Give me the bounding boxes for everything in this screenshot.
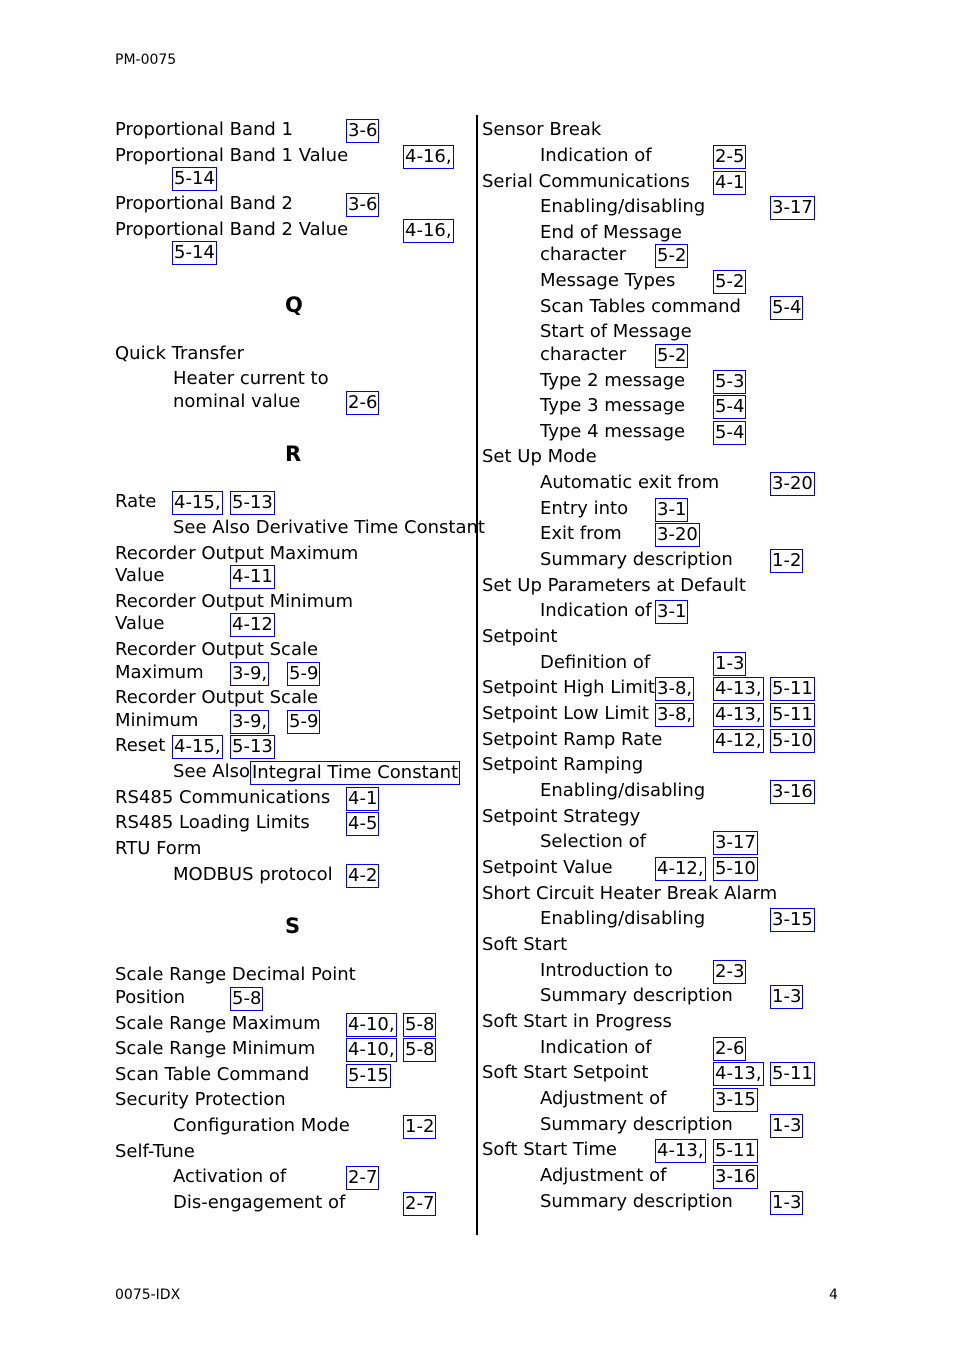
index-subentry: Indication of	[540, 1037, 652, 1058]
index-entry: Proportional Band 1	[115, 119, 294, 140]
index-subentry: Introduction to	[540, 960, 673, 981]
index-subentry: Enabling/disabling	[540, 196, 706, 217]
page-ref-link[interactable]: 4-11	[232, 566, 273, 587]
page-ref-link[interactable]: 4-16,	[405, 146, 452, 167]
index-entry: Position	[115, 987, 186, 1008]
index-entry: Recorder Output Scale	[115, 639, 319, 660]
index-entry: Proportional Band 1 Value	[115, 145, 349, 166]
page-ref-link[interactable]: 3-6	[348, 194, 378, 215]
page-ref-link[interactable]: 1-2	[405, 1116, 435, 1137]
page-ref-link[interactable]: 4-12,	[715, 730, 762, 751]
index-entry: Soft Start	[482, 934, 568, 955]
page-ref-link[interactable]: 5-8	[232, 988, 262, 1009]
page-ref-link[interactable]: 5-2	[657, 345, 687, 366]
page-ref-link[interactable]: 2-6	[348, 392, 378, 413]
index-subentry: Activation of	[173, 1166, 287, 1187]
index-entry: Set Up Mode	[482, 446, 597, 467]
page-header: PM-0075	[115, 52, 177, 68]
index-subentry: Enabling/disabling	[540, 780, 706, 801]
index-entry: Proportional Band 2	[115, 193, 294, 214]
index-subentry: Type 2 message	[540, 370, 686, 391]
page-footer-doc-id: 0075-IDX	[115, 1287, 181, 1303]
index-entry: Self-Tune	[115, 1141, 195, 1162]
page-ref-link[interactable]: 4-5	[348, 813, 378, 834]
page-ref-link[interactable]: 4-13,	[715, 704, 762, 725]
page-ref-link[interactable]: 5-11	[772, 704, 813, 725]
index-entry: Recorder Output Scale	[115, 687, 319, 708]
index-subentry: Start of Message	[540, 321, 692, 342]
page-ref-link[interactable]: 5-14	[174, 168, 215, 189]
page-ref-link[interactable]: 1-3	[772, 986, 802, 1007]
column-divider	[476, 115, 478, 1235]
index-entry: Setpoint High Limit	[482, 677, 655, 698]
page-ref-link[interactable]: 5-4	[715, 396, 745, 417]
index-entry: Minimum	[115, 710, 199, 731]
index-subentry: Enabling/disabling	[540, 908, 706, 929]
page-ref-link[interactable]: 1-3	[772, 1192, 802, 1213]
index-entry: Short Circuit Heater Break Alarm	[482, 883, 778, 904]
index-subentry: Selection of	[540, 831, 647, 852]
index-entry: Setpoint Ramp Rate	[482, 729, 663, 750]
index-subentry: Summary description	[540, 985, 733, 1006]
page-ref-link[interactable]: 5-10	[772, 730, 813, 751]
index-entry: Setpoint Value	[482, 857, 613, 878]
page-ref-link[interactable]: 3-17	[715, 832, 756, 853]
index-entry: Scan Table Command	[115, 1064, 310, 1085]
index-entry: Recorder Output Maximum	[115, 543, 359, 564]
index-subentry: nominal value	[173, 391, 301, 412]
page-ref-link[interactable]: 2-3	[715, 961, 745, 982]
page-ref-link[interactable]: 5-11	[715, 1140, 756, 1161]
index-entry: Set Up Parameters at Default	[482, 575, 746, 596]
index-subentry: Heater current to	[173, 368, 329, 389]
page-ref-link[interactable]: 1-3	[715, 653, 745, 674]
page-ref-link[interactable]: 4-10,	[348, 1039, 395, 1060]
index-entry: Reset	[115, 735, 166, 756]
page-ref-link[interactable]: 4-1	[715, 172, 745, 193]
page-ref-link[interactable]: 3-15	[715, 1089, 756, 1110]
index-entry: Rate	[115, 491, 157, 512]
index-subentry: Scan Tables command	[540, 296, 741, 317]
page-ref-link[interactable]: 4-15,	[174, 736, 221, 757]
index-subentry: Type 4 message	[540, 421, 686, 442]
index-subentry: Summary description	[540, 1191, 733, 1212]
index-entry: RS485 Communications	[115, 787, 331, 808]
page-ref-link[interactable]: 2-6	[715, 1038, 745, 1059]
page-ref-link[interactable]: 3-15	[772, 909, 813, 930]
section-letter-q: Q	[285, 293, 303, 317]
index-subentry: character	[540, 344, 627, 365]
index-subentry: End of Message	[540, 222, 682, 243]
page-ref-link[interactable]: 5-14	[174, 242, 215, 263]
index-entry: Scale Range Minimum	[115, 1038, 316, 1059]
index-subentry: See Also Derivative Time Constant	[173, 517, 485, 538]
page-ref-link[interactable]: 5-2	[657, 245, 687, 266]
page-ref-link[interactable]: 3-1	[657, 499, 687, 520]
index-subentry: character	[540, 244, 627, 265]
page-ref-link[interactable]: 5-2	[715, 271, 745, 292]
index-subentry: Message Types	[540, 270, 676, 291]
index-entry: Maximum	[115, 662, 204, 683]
index-entry: Soft Start Time	[482, 1139, 617, 1160]
index-subentry: See Also	[173, 761, 251, 782]
page-ref-link[interactable]: 5-3	[715, 371, 745, 392]
index-entry: RTU Form	[115, 838, 202, 859]
page-ref-link[interactable]: 3-8,	[657, 678, 693, 699]
index-subentry: Exit from	[540, 523, 622, 544]
page-ref-link[interactable]: 4-13,	[715, 1063, 762, 1084]
page-number: 4	[829, 1287, 838, 1303]
index-entry: Serial Communications	[482, 171, 690, 192]
index-entry: Sensor Break	[482, 119, 602, 140]
page-ref-link[interactable]: 3-20	[772, 473, 813, 494]
index-entry: Soft Start Setpoint	[482, 1062, 649, 1083]
index-entry: Scale Range Decimal Point	[115, 964, 356, 985]
page-ref-link[interactable]: 2-7	[405, 1193, 435, 1214]
index-subentry: Summary description	[540, 1114, 733, 1135]
index-subentry: Type 3 message	[540, 395, 686, 416]
page-ref-link[interactable]: 4-2	[348, 865, 378, 886]
index-subentry: Definition of	[540, 652, 651, 673]
page-ref-link[interactable]: 5-13	[232, 492, 273, 513]
page-ref-link[interactable]: 1-2	[772, 550, 802, 571]
page-ref-link[interactable]: 5-15	[348, 1065, 389, 1086]
page-ref-link[interactable]: 5-10	[715, 858, 756, 879]
page-ref-link[interactable]: 3-20	[657, 524, 698, 545]
page-ref-link[interactable]: 5-8	[405, 1039, 435, 1060]
page-ref-link[interactable]: 5-13	[232, 736, 273, 757]
page-ref-link[interactable]: 5-4	[715, 422, 745, 443]
index-entry: RS485 Loading Limits	[115, 812, 310, 833]
page-ref-link[interactable]: 3-16	[772, 781, 813, 802]
index-subentry: Summary description	[540, 549, 733, 570]
index-subentry: Adjustment of	[540, 1165, 667, 1186]
page-ref-link[interactable]: 3-9,	[232, 711, 268, 732]
index-entry: Setpoint	[482, 626, 558, 647]
page-ref-link[interactable]: 3-9,	[232, 663, 268, 684]
index-entry: Setpoint Low Limit	[482, 703, 649, 724]
page-ref-link[interactable]: 3-8,	[657, 704, 693, 725]
page-ref-link[interactable]: 5-9	[289, 663, 319, 684]
section-letter-r: R	[285, 442, 302, 466]
index-subentry: Entry into	[540, 498, 629, 519]
page-ref-link[interactable]: 3-1	[657, 601, 687, 622]
index-entry: Security Protection	[115, 1089, 286, 1110]
page-ref-link[interactable]: 4-12	[232, 614, 273, 635]
page-ref-link[interactable]: 2-7	[348, 1167, 378, 1188]
index-subentry: Dis-engagement of	[173, 1192, 346, 1213]
page-ref-link[interactable]: 4-13,	[715, 678, 762, 699]
page-ref-link[interactable]: 3-16	[715, 1166, 756, 1187]
index-entry: Value	[115, 613, 165, 634]
page-ref-link[interactable]: 4-12,	[657, 858, 704, 879]
page-ref-link[interactable]: 5-4	[772, 297, 802, 318]
index-entry: Setpoint Strategy	[482, 806, 641, 827]
index-subentry: MODBUS protocol	[173, 864, 333, 885]
page-ref-link[interactable]: 1-3	[772, 1115, 802, 1136]
page-ref-link[interactable]: 4-15,	[174, 492, 221, 513]
page-ref-link[interactable]: 2-5	[715, 146, 745, 167]
index-entry: Setpoint Ramping	[482, 754, 644, 775]
page-ref-link[interactable]: 3-17	[772, 197, 813, 218]
see-also-link[interactable]: Integral Time Constant	[252, 762, 459, 783]
section-letter-s: S	[285, 914, 301, 938]
index-subentry: Adjustment of	[540, 1088, 667, 1109]
index-subentry: Configuration Mode	[173, 1115, 350, 1136]
page-ref-link[interactable]: 5-11	[772, 678, 813, 699]
index-entry: Scale Range Maximum	[115, 1013, 321, 1034]
page-ref-link[interactable]: 4-16,	[405, 220, 452, 241]
page-ref-link[interactable]: 3-6	[348, 120, 378, 141]
index-entry: Soft Start in Progress	[482, 1011, 672, 1032]
page-ref-link[interactable]: 5-8	[405, 1014, 435, 1035]
page-ref-link[interactable]: 4-1	[348, 788, 378, 809]
index-subentry: Indication of	[540, 145, 652, 166]
index-entry: Value	[115, 565, 165, 586]
index-subentry: Indication of	[540, 600, 652, 621]
page-ref-link[interactable]: 4-10,	[348, 1014, 395, 1035]
index-entry: Proportional Band 2 Value	[115, 219, 349, 240]
index-subentry: Automatic exit from	[540, 472, 720, 493]
index-entry: Quick Transfer	[115, 343, 244, 364]
page-ref-link[interactable]: 4-13,	[657, 1140, 704, 1161]
page-ref-link[interactable]: 5-11	[772, 1063, 813, 1084]
page-ref-link[interactable]: 5-9	[289, 711, 319, 732]
index-entry: Recorder Output Minimum	[115, 591, 354, 612]
